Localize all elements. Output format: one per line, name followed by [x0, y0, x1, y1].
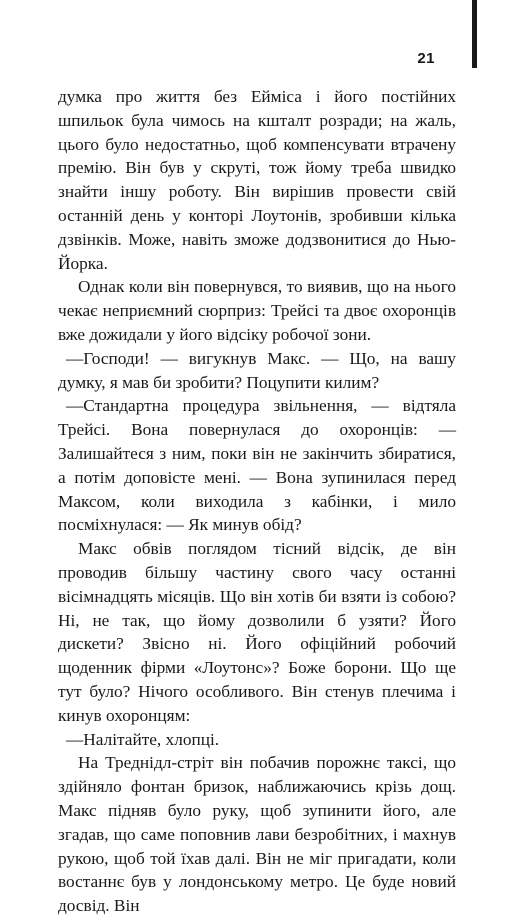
dialogue-line: —Налiтайте, хлопцi.: [66, 729, 220, 749]
page-number: 21: [417, 50, 435, 67]
paragraph: На Треднiдл-стрiт вiн побачив порожнє таксi, що здiйняло фонтан бризок, наближаючись крiзь дощ. Макс пiдняв було руку, щоб зупинити його, але згадав, що саме поповнив лави безробiтних, i махнув рукою, щоб той їхав далi. Вiн не мiг пригадати, коли востаннє був у лондонському метро. Це буде новий досвiд. Вiн: [58, 753, 456, 916]
dialogue-line: —Господи! — вигукнув Макс. — Що, на вашу думку, я мав би зробити? Поцупити килим?: [58, 348, 456, 392]
book-page-text: [58, 85, 456, 918]
paragraph-continuation: думка про життя без Еймiса i його постiйних шпильок була чимось на кшталт розради; на жаль, цього було недостатньо, щоб компенсувати втрачену премiю. Вiн був у скрутi, тож йому треба швидко знайти iншу роботу. Вiн вирiшив провести свiй останнiй день у конторi Лоутонiв, зробивши кiлька дзвiнкiв. Може, навiть зможе додзвонитися до Нью-Йорка.: [58, 87, 456, 273]
dialogue-line: —Стандартна процедура звiльнення, — вiдтяла Трейсi. Вона повернулася до охоронцiв: — Залишайтеся з ним, поки вiн не закiнчить збиратися, а потiм доповiсте менi. — Вона зупинилася перед Максом, коли виходила з кабiнки, i мило посмiхнулася: — Як минув обiд?: [58, 396, 456, 535]
page-edge-bar: [472, 0, 477, 68]
paragraph: Однак коли вiн повернувся, то виявив, що на нього чекає неприємний сюрприз: Трейсi та двоє охоронцiв вже дожидали у його вiдсiку робочої зони.: [58, 277, 456, 344]
paragraph: Макс обвiв поглядом тiсний вiдсiк, де вiн проводив бiльшу частину свого часу останнi вiсiмнадцять мiсяцiв. Що вiн хотiв би взяти iз собою? Нi, не так, що йому дозволили б узяти? Його дискети? Звiсно нi. Його офiцiйний робочий щоденник фiрми «Лоутонс»? Боже борони. Що ще тут було? Нiчого особливого. Вiн стенув плечима i кинув охоронцям:: [58, 539, 456, 725]
